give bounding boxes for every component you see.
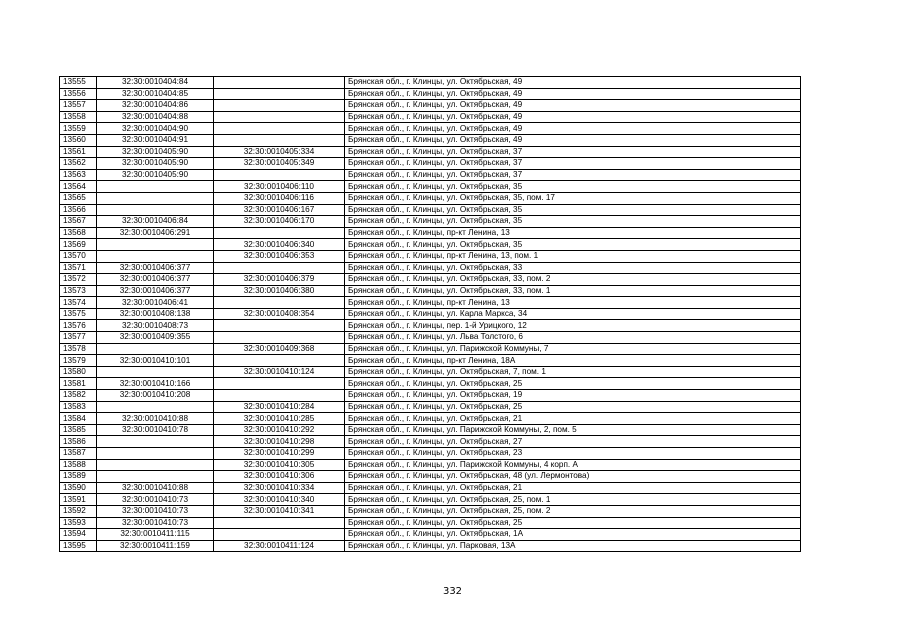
- address-cell: Брянская обл., г. Клинцы, пер. 1-й Урицкого, 12: [345, 320, 801, 332]
- table-row: [60, 204, 801, 216]
- address-cell: Брянская обл., г. Клинцы, пр-кт Ленина, 13: [345, 227, 801, 239]
- table-row: [60, 390, 801, 402]
- address-cell: Брянская обл., г. Клинцы, ул. Октябрьская, 33: [345, 262, 801, 274]
- table-row: [60, 146, 801, 158]
- table-row: [60, 250, 801, 262]
- building-cadastral-number-cell: [214, 320, 345, 332]
- land-cadastral-number-cell: 32:30:0010410:166: [97, 378, 214, 390]
- building-cadastral-number-cell: 32:30:0010410:285: [214, 413, 345, 425]
- row-number-cell: 13563: [60, 169, 97, 181]
- table-row: [60, 297, 801, 309]
- building-cadastral-number-cell: [214, 77, 345, 89]
- address-cell: Брянская обл., г. Клинцы, ул. Октябрьская, 7, пом. 1: [345, 366, 801, 378]
- address-cell: Брянская обл., г. Клинцы, пр-кт Ленина, 13, пом. 1: [345, 250, 801, 262]
- building-cadastral-number-cell: [214, 517, 345, 529]
- land-cadastral-number-cell: 32:30:0010408:73: [97, 320, 214, 332]
- row-number-cell: 13559: [60, 123, 97, 135]
- table-row: [60, 448, 801, 460]
- building-cadastral-number-cell: 32:30:0010406:379: [214, 274, 345, 286]
- row-number-cell: 13562: [60, 158, 97, 170]
- address-cell: Брянская обл., г. Клинцы, ул. Льва Толстого, 6: [345, 332, 801, 344]
- row-number-cell: 13556: [60, 88, 97, 100]
- table-row: [60, 332, 801, 344]
- land-cadastral-number-cell: 32:30:0010410:88: [97, 413, 214, 425]
- address-cell: Брянская обл., г. Клинцы, ул. Октябрьская, 37: [345, 158, 801, 170]
- land-cadastral-number-cell: [97, 366, 214, 378]
- address-cell: Брянская обл., г. Клинцы, ул. Октябрьская, 37: [345, 146, 801, 158]
- land-cadastral-number-cell: [97, 250, 214, 262]
- land-cadastral-number-cell: 32:30:0010410:88: [97, 482, 214, 494]
- address-cell: Брянская обл., г. Клинцы, ул. Октябрьская, 49: [345, 88, 801, 100]
- table-row: [60, 529, 801, 541]
- table-row: [60, 343, 801, 355]
- building-cadastral-number-cell: 32:30:0010408:354: [214, 308, 345, 320]
- building-cadastral-number-cell: 32:30:0010406:340: [214, 239, 345, 251]
- table-row: [60, 378, 801, 390]
- row-number-cell: 13579: [60, 355, 97, 367]
- building-cadastral-number-cell: 32:30:0010406:116: [214, 192, 345, 204]
- table-row: [60, 471, 801, 483]
- land-cadastral-number-cell: 32:30:0010410:73: [97, 494, 214, 506]
- building-cadastral-number-cell: [214, 169, 345, 181]
- table-row: [60, 413, 801, 425]
- table-row: [60, 436, 801, 448]
- address-cell: Брянская обл., г. Клинцы, ул. Октябрьская, 35: [345, 181, 801, 193]
- address-cell: Брянская обл., г. Клинцы, ул. Октябрьская, 49: [345, 123, 801, 135]
- land-cadastral-number-cell: 32:30:0010406:377: [97, 285, 214, 297]
- table-row: [60, 77, 801, 89]
- address-cell: Брянская обл., г. Клинцы, пр-кт Ленина, 18А: [345, 355, 801, 367]
- row-number-cell: 13578: [60, 343, 97, 355]
- land-cadastral-number-cell: [97, 204, 214, 216]
- address-cell: Брянская обл., г. Клинцы, ул. Октябрьская, 25: [345, 401, 801, 413]
- address-cell: Брянская обл., г. Клинцы, ул. Парижской Коммуны, 7: [345, 343, 801, 355]
- row-number-cell: 13583: [60, 401, 97, 413]
- registry-table-body: [60, 77, 801, 552]
- row-number-cell: 13567: [60, 216, 97, 228]
- building-cadastral-number-cell: 32:30:0010410:284: [214, 401, 345, 413]
- table-row: [60, 262, 801, 274]
- building-cadastral-number-cell: 32:30:0010410:124: [214, 366, 345, 378]
- address-cell: Брянская обл., г. Клинцы, ул. Октябрьская, 49: [345, 134, 801, 146]
- address-cell: Брянская обл., г. Клинцы, ул. Октябрьская, 49: [345, 100, 801, 112]
- building-cadastral-number-cell: 32:30:0010406:167: [214, 204, 345, 216]
- building-cadastral-number-cell: [214, 111, 345, 123]
- land-cadastral-number-cell: 32:30:0010410:73: [97, 517, 214, 529]
- address-cell: Брянская обл., г. Клинцы, ул. Октябрьская, 49: [345, 77, 801, 89]
- table-row: [60, 517, 801, 529]
- table-row: [60, 216, 801, 228]
- row-number-cell: 13590: [60, 482, 97, 494]
- land-cadastral-number-cell: [97, 181, 214, 193]
- land-cadastral-number-cell: 32:30:0010410:78: [97, 424, 214, 436]
- building-cadastral-number-cell: 32:30:0010410:334: [214, 482, 345, 494]
- row-number-cell: 13568: [60, 227, 97, 239]
- row-number-cell: 13572: [60, 274, 97, 286]
- table-row: [60, 227, 801, 239]
- address-cell: Брянская обл., г. Клинцы, ул. Октябрьская, 25: [345, 517, 801, 529]
- building-cadastral-number-cell: 32:30:0010409:368: [214, 343, 345, 355]
- table-row: [60, 123, 801, 135]
- table-row: [60, 274, 801, 286]
- row-number-cell: 13558: [60, 111, 97, 123]
- table-row: [60, 494, 801, 506]
- building-cadastral-number-cell: 32:30:0010411:124: [214, 540, 345, 552]
- land-cadastral-number-cell: 32:30:0010406:84: [97, 216, 214, 228]
- land-cadastral-number-cell: 32:30:0010406:291: [97, 227, 214, 239]
- row-number-cell: 13557: [60, 100, 97, 112]
- building-cadastral-number-cell: [214, 227, 345, 239]
- building-cadastral-number-cell: [214, 355, 345, 367]
- address-cell: Брянская обл., г. Клинцы, ул. Октябрьская, 35: [345, 239, 801, 251]
- row-number-cell: 13561: [60, 146, 97, 158]
- land-cadastral-number-cell: [97, 459, 214, 471]
- row-number-cell: 13565: [60, 192, 97, 204]
- building-cadastral-number-cell: [214, 378, 345, 390]
- building-cadastral-number-cell: 32:30:0010410:305: [214, 459, 345, 471]
- building-cadastral-number-cell: 32:30:0010406:353: [214, 250, 345, 262]
- land-cadastral-number-cell: 32:30:0010408:138: [97, 308, 214, 320]
- land-cadastral-number-cell: 32:30:0010409:355: [97, 332, 214, 344]
- row-number-cell: 13570: [60, 250, 97, 262]
- land-cadastral-number-cell: [97, 436, 214, 448]
- land-cadastral-number-cell: 32:30:0010406:377: [97, 274, 214, 286]
- building-cadastral-number-cell: 32:30:0010406:170: [214, 216, 345, 228]
- building-cadastral-number-cell: [214, 332, 345, 344]
- row-number-cell: 13588: [60, 459, 97, 471]
- building-cadastral-number-cell: [214, 134, 345, 146]
- land-cadastral-number-cell: 32:30:0010406:377: [97, 262, 214, 274]
- table-row: [60, 308, 801, 320]
- building-cadastral-number-cell: [214, 262, 345, 274]
- building-cadastral-number-cell: [214, 390, 345, 402]
- row-number-cell: 13586: [60, 436, 97, 448]
- address-cell: Брянская обл., г. Клинцы, ул. Парижской Коммуны, 4 корп. А: [345, 459, 801, 471]
- address-cell: Брянская обл., г. Клинцы, ул. Октябрьская, 1А: [345, 529, 801, 541]
- land-cadastral-number-cell: [97, 192, 214, 204]
- row-number-cell: 13566: [60, 204, 97, 216]
- address-cell: Брянская обл., г. Клинцы, ул. Октябрьская, 27: [345, 436, 801, 448]
- address-cell: Брянская обл., г. Клинцы, ул. Октябрьская, 49: [345, 111, 801, 123]
- table-row: [60, 134, 801, 146]
- table-row: [60, 424, 801, 436]
- address-cell: Брянская обл., г. Клинцы, ул. Парковая, 13А: [345, 540, 801, 552]
- row-number-cell: 13580: [60, 366, 97, 378]
- land-cadastral-number-cell: 32:30:0010406:41: [97, 297, 214, 309]
- row-number-cell: 13591: [60, 494, 97, 506]
- row-number-cell: 13576: [60, 320, 97, 332]
- land-cadastral-number-cell: 32:30:0010411:115: [97, 529, 214, 541]
- table-row: [60, 505, 801, 517]
- address-cell: Брянская обл., г. Клинцы, ул. Парижской Коммуны, 2, пом. 5: [345, 424, 801, 436]
- address-cell: Брянская обл., г. Клинцы, ул. Октябрьская, 48 (ул. Лермонтова): [345, 471, 801, 483]
- row-number-cell: 13593: [60, 517, 97, 529]
- table-row: [60, 181, 801, 193]
- address-cell: Брянская обл., г. Клинцы, ул. Октябрьская, 25: [345, 378, 801, 390]
- address-cell: Брянская обл., г. Клинцы, ул. Октябрьская, 37: [345, 169, 801, 181]
- table-row: [60, 482, 801, 494]
- building-cadastral-number-cell: 32:30:0010410:292: [214, 424, 345, 436]
- table-row: [60, 459, 801, 471]
- registry-table: [59, 76, 801, 552]
- address-cell: Брянская обл., г. Клинцы, ул. Карла Маркса, 34: [345, 308, 801, 320]
- table-row: [60, 169, 801, 181]
- row-number-cell: 13595: [60, 540, 97, 552]
- land-cadastral-number-cell: [97, 343, 214, 355]
- land-cadastral-number-cell: 32:30:0010404:90: [97, 123, 214, 135]
- building-cadastral-number-cell: [214, 100, 345, 112]
- land-cadastral-number-cell: 32:30:0010405:90: [97, 146, 214, 158]
- row-number-cell: 13573: [60, 285, 97, 297]
- row-number-cell: 13584: [60, 413, 97, 425]
- row-number-cell: 13582: [60, 390, 97, 402]
- table-row: [60, 158, 801, 170]
- building-cadastral-number-cell: [214, 88, 345, 100]
- address-cell: Брянская обл., г. Клинцы, пр-кт Ленина, 13: [345, 297, 801, 309]
- address-cell: Брянская обл., г. Клинцы, ул. Октябрьская, 33, пом. 1: [345, 285, 801, 297]
- address-cell: Брянская обл., г. Клинцы, ул. Октябрьская, 35: [345, 204, 801, 216]
- table-row: [60, 401, 801, 413]
- address-cell: Брянская обл., г. Клинцы, ул. Октябрьская, 21: [345, 482, 801, 494]
- row-number-cell: 13564: [60, 181, 97, 193]
- address-cell: Брянская обл., г. Клинцы, ул. Октябрьская, 25, пом. 1: [345, 494, 801, 506]
- building-cadastral-number-cell: 32:30:0010410:306: [214, 471, 345, 483]
- address-cell: Брянская обл., г. Клинцы, ул. Октябрьская, 35: [345, 216, 801, 228]
- table-row: [60, 88, 801, 100]
- row-number-cell: 13589: [60, 471, 97, 483]
- row-number-cell: 13585: [60, 424, 97, 436]
- table-row: [60, 320, 801, 332]
- address-cell: Брянская обл., г. Клинцы, ул. Октябрьская, 35, пом. 17: [345, 192, 801, 204]
- page-number: 332: [442, 586, 463, 597]
- land-cadastral-number-cell: [97, 448, 214, 460]
- building-cadastral-number-cell: [214, 297, 345, 309]
- land-cadastral-number-cell: 32:30:0010404:84: [97, 77, 214, 89]
- land-cadastral-number-cell: 32:30:0010404:88: [97, 111, 214, 123]
- building-cadastral-number-cell: [214, 529, 345, 541]
- land-cadastral-number-cell: [97, 401, 214, 413]
- row-number-cell: 13560: [60, 134, 97, 146]
- table-row: [60, 100, 801, 112]
- row-number-cell: 13581: [60, 378, 97, 390]
- address-cell: Брянская обл., г. Клинцы, ул. Октябрьская, 19: [345, 390, 801, 402]
- row-number-cell: 13574: [60, 297, 97, 309]
- address-cell: Брянская обл., г. Клинцы, ул. Октябрьская, 21: [345, 413, 801, 425]
- table-row: [60, 366, 801, 378]
- row-number-cell: 13571: [60, 262, 97, 274]
- land-cadastral-number-cell: [97, 239, 214, 251]
- land-cadastral-number-cell: [97, 471, 214, 483]
- address-cell: Брянская обл., г. Клинцы, ул. Октябрьская, 25, пом. 2: [345, 505, 801, 517]
- land-cadastral-number-cell: 32:30:0010405:90: [97, 158, 214, 170]
- row-number-cell: 13555: [60, 77, 97, 89]
- table-row: [60, 540, 801, 552]
- table-row: [60, 111, 801, 123]
- building-cadastral-number-cell: 32:30:0010410:341: [214, 505, 345, 517]
- building-cadastral-number-cell: 32:30:0010406:380: [214, 285, 345, 297]
- row-number-cell: 13575: [60, 308, 97, 320]
- building-cadastral-number-cell: 32:30:0010410:299: [214, 448, 345, 460]
- land-cadastral-number-cell: 32:30:0010411:159: [97, 540, 214, 552]
- building-cadastral-number-cell: 32:30:0010410:340: [214, 494, 345, 506]
- address-cell: Брянская обл., г. Клинцы, ул. Октябрьская, 23: [345, 448, 801, 460]
- land-cadastral-number-cell: 32:30:0010404:91: [97, 134, 214, 146]
- row-number-cell: 13587: [60, 448, 97, 460]
- row-number-cell: 13592: [60, 505, 97, 517]
- land-cadastral-number-cell: 32:30:0010404:85: [97, 88, 214, 100]
- building-cadastral-number-cell: 32:30:0010410:298: [214, 436, 345, 448]
- row-number-cell: 13594: [60, 529, 97, 541]
- land-cadastral-number-cell: 32:30:0010410:101: [97, 355, 214, 367]
- row-number-cell: 13577: [60, 332, 97, 344]
- land-cadastral-number-cell: 32:30:0010404:86: [97, 100, 214, 112]
- table-row: [60, 239, 801, 251]
- row-number-cell: 13569: [60, 239, 97, 251]
- land-cadastral-number-cell: 32:30:0010410:208: [97, 390, 214, 402]
- address-cell: Брянская обл., г. Клинцы, ул. Октябрьская, 33, пом. 2: [345, 274, 801, 286]
- table-row: [60, 285, 801, 297]
- table-row: [60, 192, 801, 204]
- land-cadastral-number-cell: 32:30:0010410:73: [97, 505, 214, 517]
- building-cadastral-number-cell: [214, 123, 345, 135]
- building-cadastral-number-cell: 32:30:0010405:349: [214, 158, 345, 170]
- land-cadastral-number-cell: 32:30:0010405:90: [97, 169, 214, 181]
- building-cadastral-number-cell: 32:30:0010406:110: [214, 181, 345, 193]
- building-cadastral-number-cell: 32:30:0010405:334: [214, 146, 345, 158]
- table-row: [60, 355, 801, 367]
